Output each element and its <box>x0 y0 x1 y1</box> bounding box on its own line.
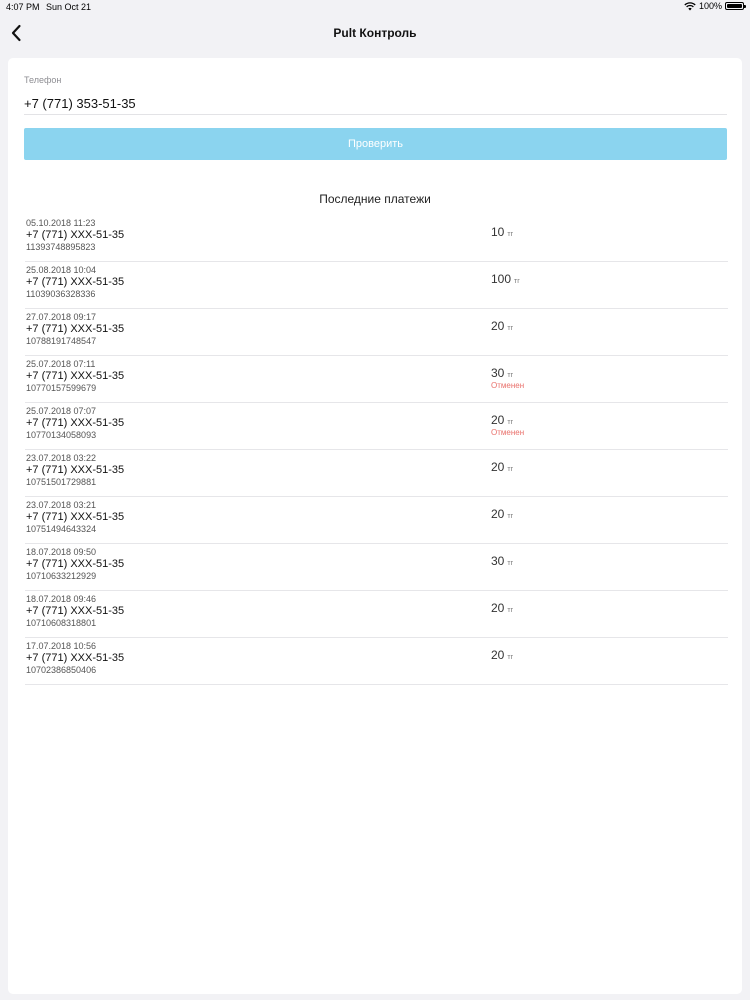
page-title: Pult Контроль <box>333 26 417 40</box>
payment-currency: тг <box>507 607 514 614</box>
payment-datetime: 18.07.2018 09:50 <box>26 547 97 557</box>
check-button[interactable]: Проверить <box>24 128 727 160</box>
payment-phone: +7 (771) XXX-51-35 <box>26 605 125 617</box>
payment-amount-value: 20 <box>491 648 505 662</box>
payment-datetime: 25.07.2018 07:11 <box>26 359 96 369</box>
payment-phone: +7 (771) XXX-51-35 <box>26 276 125 288</box>
payment-transaction-id: 10751494643324 <box>26 524 97 534</box>
payment-amount <box>491 554 513 568</box>
battery-icon <box>725 2 744 10</box>
payment-amount-value: 20 <box>491 319 505 333</box>
payment-phone: +7 (771) XXX-51-35 <box>26 652 125 664</box>
payment-currency: тг <box>507 654 514 661</box>
payment-currency: тг <box>514 278 520 285</box>
payment-transaction-id: 10770134058093 <box>26 430 97 440</box>
navigation-bar <box>0 14 750 54</box>
payment-datetime: 27.07.2018 09:17 <box>26 312 97 322</box>
payment-amount <box>491 413 513 427</box>
payments-list <box>25 215 728 685</box>
payment-amount-value: 10 <box>491 225 505 239</box>
payment-amount <box>491 225 513 239</box>
payment-amount-value: 30 <box>491 554 505 568</box>
payment-amount-value: 20 <box>491 460 505 474</box>
payment-currency: тг <box>507 466 514 473</box>
payment-amount <box>491 319 513 333</box>
payment-amount-value: 20 <box>491 413 505 427</box>
status-bar <box>0 0 750 14</box>
payment-datetime: 23.07.2018 03:22 <box>26 453 97 463</box>
payment-currency: тг <box>507 560 514 567</box>
payment-row[interactable] <box>25 262 728 309</box>
payment-transaction-id: 10702386850406 <box>26 665 97 675</box>
recent-payments-title: Последние платежи <box>319 192 431 206</box>
payment-transaction-id: 10751501729881 <box>26 477 97 487</box>
payment-amount <box>491 272 520 286</box>
payment-phone: +7 (771) XXX-51-35 <box>26 417 125 429</box>
phone-input[interactable] <box>24 92 727 115</box>
payment-transaction-id: 10710608318801 <box>26 618 97 628</box>
payment-amount-value: 100 <box>491 272 512 286</box>
payment-amount-value: 30 <box>491 366 505 380</box>
payment-amount-value: 20 <box>491 507 505 521</box>
payment-currency: тг <box>507 325 514 332</box>
payment-amount <box>491 601 513 615</box>
payment-row[interactable] <box>25 403 728 450</box>
payment-status-cancelled: Отменен <box>491 381 525 390</box>
payment-phone: +7 (771) XXX-51-35 <box>26 323 125 335</box>
payment-phone: +7 (771) XXX-51-35 <box>26 558 125 570</box>
payment-row[interactable] <box>25 544 728 591</box>
payment-phone: +7 (771) XXX-51-35 <box>26 370 125 382</box>
payment-datetime: 25.08.2018 10:04 <box>26 265 97 275</box>
payment-row[interactable] <box>25 309 728 356</box>
content-card <box>8 58 742 994</box>
payment-datetime: 17.07.2018 10:56 <box>26 641 97 651</box>
status-indicators <box>684 1 744 11</box>
payment-amount-value: 20 <box>491 601 505 615</box>
payment-currency: тг <box>507 372 514 379</box>
payment-row[interactable] <box>25 638 728 685</box>
payment-transaction-id: 11039036328336 <box>26 289 96 299</box>
payment-transaction-id: 10788191748547 <box>26 336 97 346</box>
payment-datetime: 23.07.2018 03:21 <box>26 500 97 510</box>
status-time: 4:07 PM <box>6 2 40 12</box>
payment-transaction-id: 10710633212929 <box>26 571 97 581</box>
payment-phone: +7 (771) XXX-51-35 <box>26 229 125 241</box>
payment-row[interactable] <box>25 497 728 544</box>
battery-percent: 100% <box>698 1 722 11</box>
payment-phone: +7 (771) XXX-51-35 <box>26 511 125 523</box>
payment-amount <box>491 648 513 662</box>
payment-datetime: 18.07.2018 09:46 <box>26 594 97 604</box>
payment-datetime: 25.07.2018 07:07 <box>26 406 97 416</box>
payment-transaction-id: 11393748895823 <box>26 242 96 252</box>
payment-amount <box>491 507 513 521</box>
payment-row[interactable] <box>25 591 728 638</box>
payment-row[interactable] <box>25 215 728 262</box>
payment-amount <box>491 460 513 474</box>
phone-field-label: Телефон <box>24 75 62 85</box>
payment-row[interactable] <box>25 356 728 403</box>
payment-amount <box>491 366 513 380</box>
status-date: Sun Oct 21 <box>46 2 92 12</box>
payment-currency: тг <box>507 513 514 520</box>
payment-phone: +7 (771) XXX-51-35 <box>26 464 125 476</box>
payment-currency: тг <box>507 419 514 426</box>
wifi-icon <box>684 2 696 11</box>
payment-row[interactable] <box>25 450 728 497</box>
payment-datetime: 05.10.2018 11:23 <box>26 218 96 228</box>
payment-status-cancelled: Отменен <box>491 428 525 437</box>
payment-currency: тг <box>507 231 514 238</box>
payment-transaction-id: 10770157599679 <box>26 383 97 393</box>
